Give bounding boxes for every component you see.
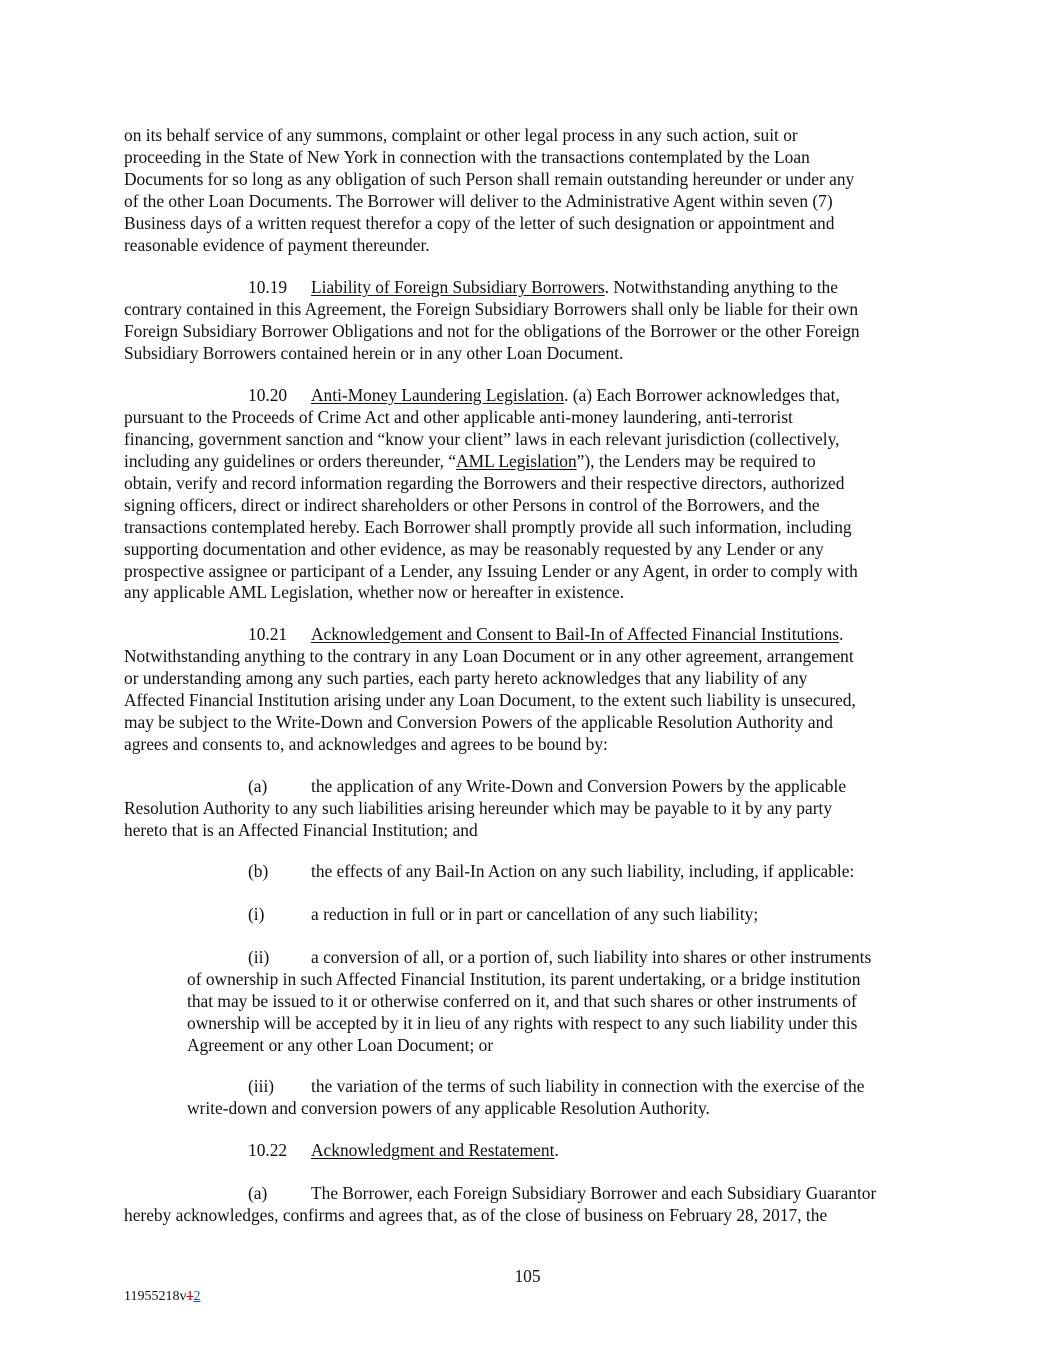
section-heading-line: [311, 1140, 559, 1162]
body-line: [124, 451, 816, 473]
doc-id-inserted: 2: [193, 1289, 201, 1304]
section-heading: Liability of Foreign Subsidiary Borrowers: [311, 277, 605, 297]
document-id: [124, 1286, 200, 1308]
section-heading: Anti-Money Laundering Legislation: [311, 385, 565, 405]
defined-term: AML Legislation: [456, 451, 577, 471]
body-line: hereto that is an Affected Financial Institution; and: [124, 820, 478, 840]
body-line: supporting documentation and other evidence, as may be reasonably requested by any Lender or any: [124, 539, 824, 559]
section-heading: Acknowledgment and Restatement: [311, 1140, 555, 1160]
section-number: 10.22: [248, 1140, 288, 1160]
section-heading-line: [311, 385, 840, 407]
body-text: the effects of any Bail-In Action on any such liability, including, if applicable:: [311, 861, 855, 881]
body-line: Agreement or any other Loan Document; or: [187, 1035, 494, 1055]
body-line: Foreign Subsidiary Borrower Obligations and not for the obligations of the Borrower or the other Foreign: [124, 321, 860, 341]
body-line: ownership will be accepted by it in lieu of any rights with respect to any such liability under this: [187, 1013, 858, 1033]
body-line: proceeding in the State of New York in connection with the transactions contemplated by the Loan: [124, 147, 810, 167]
body-line: write-down and conversion powers of any applicable Resolution Authority.: [187, 1098, 710, 1118]
body-text: the variation of the terms of such liability in connection with the exercise of the: [311, 1076, 865, 1096]
clause-label: (a): [248, 1183, 268, 1203]
body-line: of the other Loan Documents. The Borrower will deliver to the Administrative Agent within seven (7): [124, 191, 833, 211]
body-line: hereby acknowledges, confirms and agrees that, as of the close of business on February 28, 2017, the: [124, 1205, 828, 1225]
body-line: prospective assignee or participant of a Lender, any Issuing Lender or any Agent, in order to comply with: [124, 561, 858, 581]
section-number: 10.21: [248, 624, 288, 644]
clause-label: (ii): [248, 947, 270, 967]
section-heading-line: [311, 624, 843, 646]
body-line: reasonable evidence of payment thereunder.: [124, 235, 430, 255]
doc-id-base: 11955218v: [124, 1289, 187, 1304]
body-line: or understanding among any such parties, each party hereto acknowledges that any liability of any: [124, 668, 808, 688]
section-heading: Acknowledgement and Consent to Bail-In of Affected Financial Institutions: [311, 624, 840, 644]
body-line: financing, government sanction and “know your client” laws in each relevant jurisdiction (collectively,: [124, 429, 840, 449]
body-line: Business days of a written request therefor a copy of the letter of such designation or appointment and: [124, 213, 835, 233]
body-text: ”), the Lenders may be required to: [576, 451, 816, 471]
clause-label: (i): [248, 904, 265, 924]
body-text: . Notwithstanding anything to the: [604, 277, 838, 297]
body-line: Subsidiary Borrowers contained herein or in any other Loan Document.: [124, 343, 624, 363]
body-line: may be subject to the Write-Down and Conversion Powers of the applicable Resolution Authority and: [124, 712, 833, 732]
body-line: Affected Financial Institution arising under any Loan Document, to the extent such liability is unsecured,: [124, 690, 856, 710]
body-line: on its behalf service of any summons, complaint or other legal process in any such action, suit or: [124, 125, 798, 145]
doc-id-deleted: 1: [186, 1289, 194, 1304]
body-line: contrary contained in this Agreement, the Foreign Subsidiary Borrowers shall only be liable for their own: [124, 299, 859, 319]
body-text: the application of any Write-Down and Conversion Powers by the applicable: [311, 776, 847, 796]
clause-label: (b): [248, 861, 269, 881]
body-line: transactions contemplated hereby. Each Borrower shall promptly provide all such information, including: [124, 517, 852, 537]
body-text: The Borrower, each Foreign Subsidiary Borrower and each Subsidiary Guarantor: [311, 1183, 877, 1203]
section-number: 10.19: [248, 277, 288, 297]
section-number: 10.20: [248, 385, 288, 405]
body-text: .: [839, 624, 844, 644]
body-line: agrees and consents to, and acknowledges and agrees to be bound by:: [124, 734, 608, 754]
clause-label: (a): [248, 776, 268, 796]
body-line: Documents for so long as any obligation of such Person shall remain outstanding hereunder or under any: [124, 169, 855, 189]
page-number: 105: [514, 1266, 541, 1286]
body-line: pursuant to the Proceeds of Crime Act and other applicable anti-money laundering, anti-terrorist: [124, 407, 793, 427]
body-line: any applicable AML Legislation, whether now or hereafter in existence.: [124, 582, 625, 602]
body-text: a reduction in full or in part or cancellation of any such liability;: [311, 904, 759, 924]
body-line: signing officers, direct or indirect shareholders or other Persons in control of the Borrowers, and the: [124, 495, 820, 515]
section-heading-line: [311, 277, 838, 299]
body-line: obtain, verify and record information regarding the Borrowers and their respective directors, authorized: [124, 473, 845, 493]
body-text: .: [554, 1140, 559, 1160]
body-line: Resolution Authority to any such liabilities arising hereunder which may be payable to it by any party: [124, 798, 833, 818]
body-text: including any guidelines or orders thereunder, “: [124, 451, 457, 471]
body-line: of ownership in such Affected Financial Institution, its parent undertaking, or a bridge institution: [187, 969, 861, 989]
body-text: a conversion of all, or a portion of, such liability into shares or other instruments: [311, 947, 872, 967]
body-text: . (a) Each Borrower acknowledges that,: [564, 385, 840, 405]
clause-label: (iii): [248, 1076, 275, 1096]
body-line: Notwithstanding anything to the contrary in any Loan Document or in any other agreement, arrangement: [124, 646, 854, 666]
body-line: that may be issued to it or otherwise conferred on it, and that such shares or other instruments of: [187, 991, 857, 1011]
